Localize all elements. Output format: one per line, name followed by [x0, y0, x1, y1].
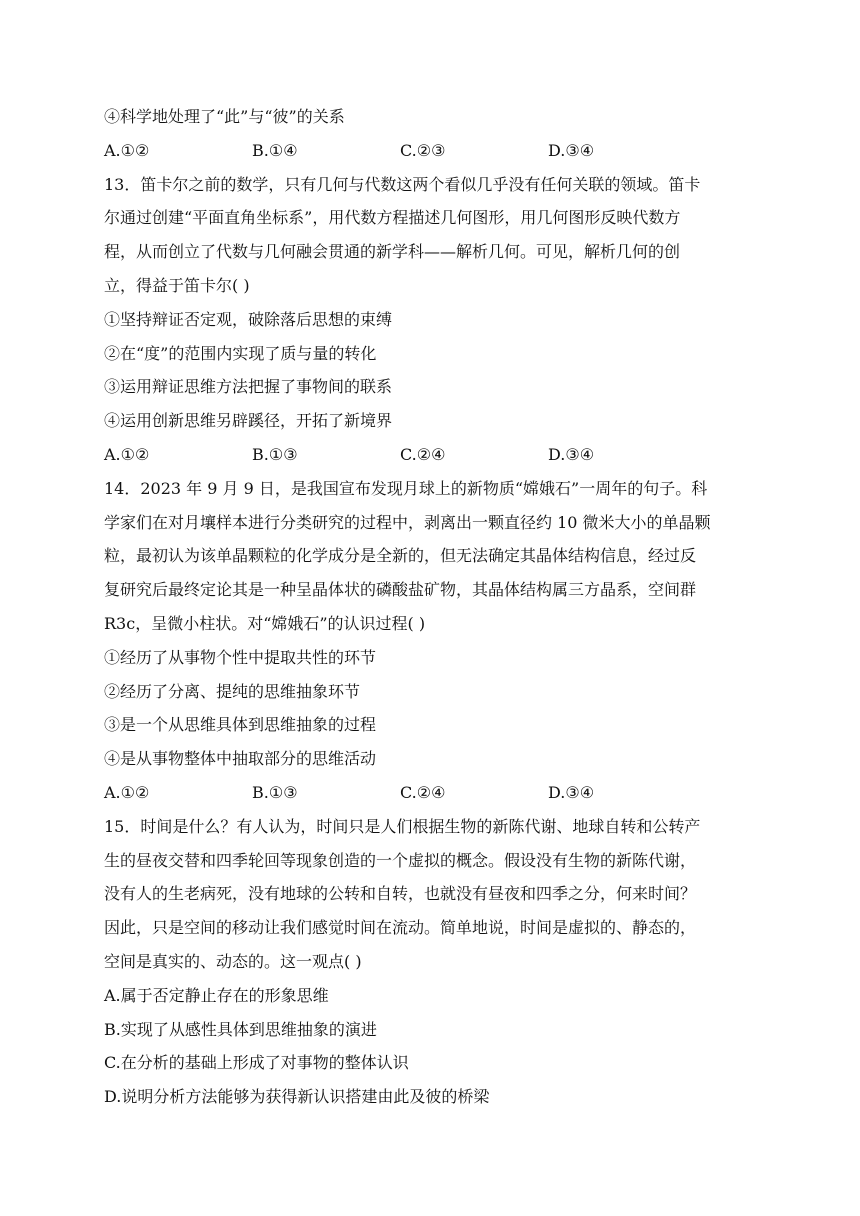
- q14-stem-line-4: 复研究后最终定论其是一种呈晶体状的磷酸盐矿物，其晶体结构属三方晶系，空间群: [104, 580, 697, 600]
- q12-option-b[interactable]: B.①④: [252, 140, 298, 160]
- q13-stem-line-2: 尔通过创建“平面直角坐标系”，用代数方程描述几何图形，用几何图形反映代数方: [104, 208, 681, 228]
- q15-choice-d[interactable]: D.说明分析方法能够为获得新认识搭建由此及彼的桥梁: [104, 1087, 490, 1107]
- q14-stem-line-5: R3c，呈微小柱状。对“嫦娥石”的认识过程( ): [104, 613, 426, 633]
- q14-options: [104, 776, 754, 810]
- q13-option-a[interactable]: A.①②: [104, 444, 150, 464]
- q15-stem-line-1: 15．时间是什么？有人认为，时间只是人们根据生物的新陈代谢、地球自转和公转产: [104, 816, 701, 836]
- q15-stem-line-3: 没有人的生老病死，没有地球的公转和自转，也就没有昼夜和四季之分，何来时间？: [104, 884, 697, 904]
- exam-page: [104, 100, 754, 1114]
- q12-statement-4: ④科学地处理了“此”与“彼”的关系: [104, 107, 345, 126]
- q14-statement-3: ③是一个从思维具体到思维抽象的过程: [104, 715, 377, 735]
- q14-stem-line-2: 学家们在对月壤样本进行分类研究的过程中，剥离出一颗直径约 10 微米大小的单晶颗: [104, 512, 711, 532]
- q14-statement-1: ①经历了从事物个性中提取共性的环节: [104, 647, 377, 667]
- q14-option-b[interactable]: B.①③: [252, 782, 298, 802]
- q13-stem-line-3: 程，从而创立了代数与几何融会贯通的新学科——解析几何。可见，解析几何的创: [104, 242, 681, 262]
- q14-stem-line-3: 粒，最初认为该单晶颗粒的化学成分是全新的，但无法确定其晶体结构信息，经过反: [104, 546, 697, 566]
- q12-option-a[interactable]: A.①②: [104, 140, 150, 160]
- q14-option-d[interactable]: D.③④: [548, 782, 595, 802]
- q12-option-d[interactable]: D.③④: [548, 140, 595, 160]
- question-15: [104, 810, 754, 1114]
- q15-stem-line-2: 生的昼夜交替和四季轮回等现象创造的一个虚拟的概念。假设没有生物的新陈代谢，: [104, 850, 697, 870]
- q13-stem-line-4: 立，得益于笛卡尔( ): [104, 275, 250, 295]
- question-13: [104, 168, 754, 472]
- q13-statement-1: ①坚持辩证否定观，破除落后思想的束缚: [104, 309, 393, 329]
- q12-option-c[interactable]: C.②③: [400, 140, 446, 160]
- q13-option-b[interactable]: B.①③: [252, 444, 298, 464]
- q13-statement-3: ③运用辩证思维方法把握了事物间的联系: [104, 377, 393, 397]
- q13-statement-4: ④运用创新思维另辟蹊径，开拓了新境界: [104, 411, 393, 431]
- q13-option-c[interactable]: C.②④: [400, 444, 446, 464]
- q14-statement-4: ④是从事物整体中抽取部分的思维活动: [104, 749, 377, 769]
- q15-choice-c[interactable]: C.在分析的基础上形成了对事物的整体认识: [104, 1053, 409, 1073]
- q13-stem-line-1: 13．笛卡尔之前的数学，只有几何与代数这两个看似几乎没有任何关联的领域。笛卡: [104, 174, 701, 194]
- q15-stem-line-4: 因此，只是空间的移动让我们感觉时间在流动。简单地说，时间是虚拟的、静态的，: [104, 918, 697, 938]
- q13-option-d[interactable]: D.③④: [548, 444, 595, 464]
- q15-choice-b[interactable]: B.实现了从感性具体到思维抽象的演进: [104, 1019, 377, 1039]
- question-14: [104, 472, 754, 810]
- question-12-tail: [104, 100, 754, 168]
- q14-stem-line-1: 14．2023 年 9 月 9 日，是我国宣布发现月球上的新物质“嫦娥石”一周年的句子。科: [104, 478, 708, 498]
- q14-statement-2: ②经历了分离、提纯的思维抽象环节: [104, 681, 361, 701]
- q14-option-a[interactable]: A.①②: [104, 782, 150, 802]
- q15-stem-line-5: 空间是真实的、动态的。这一观点( ): [104, 951, 362, 971]
- q12-options: [104, 134, 754, 168]
- q15-choice-a[interactable]: A.属于否定静止存在的形象思维: [104, 985, 329, 1005]
- q14-option-c[interactable]: C.②④: [400, 782, 446, 802]
- q13-statement-2: ②在“度”的范围内实现了质与量的转化: [104, 343, 377, 363]
- q13-options: [104, 438, 754, 472]
